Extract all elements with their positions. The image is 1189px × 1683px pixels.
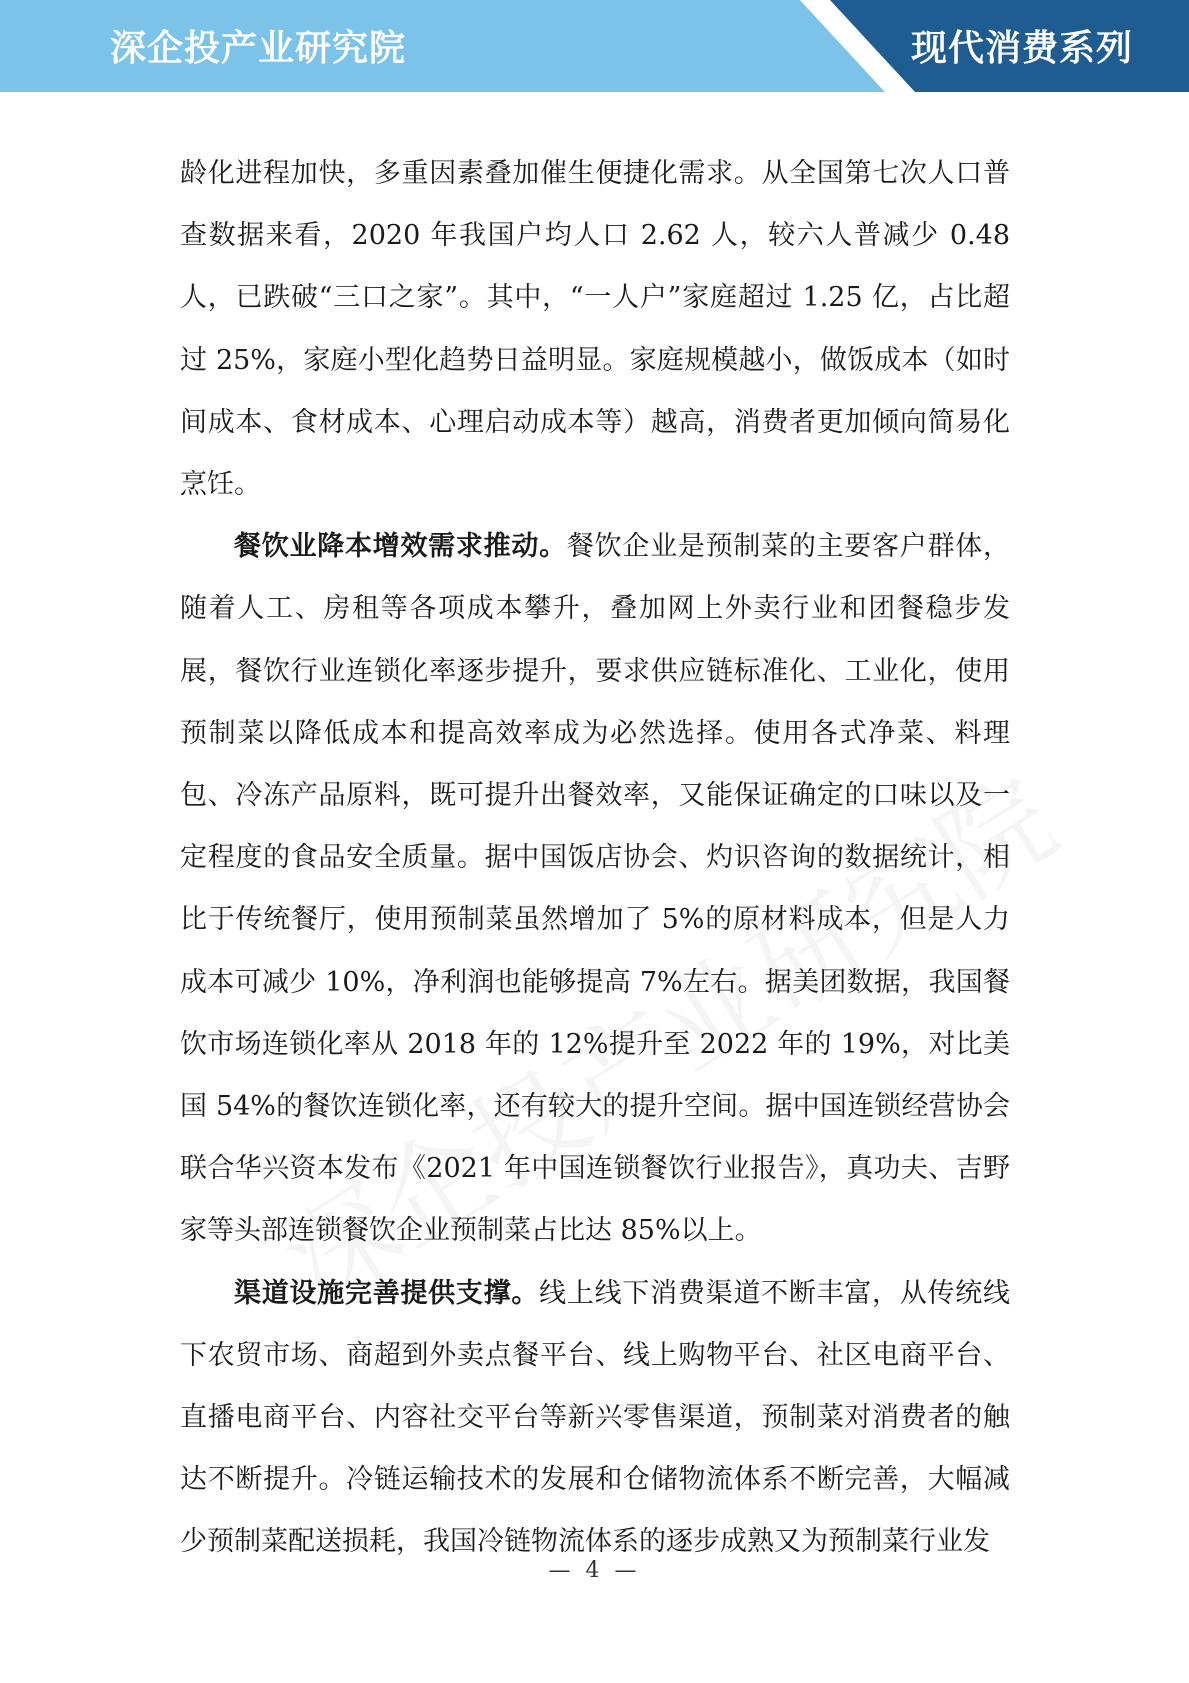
paragraph-3-heading: 渠道设施完善提供支撑。 — [234, 1277, 540, 1309]
paragraph-1-text: 龄化进程加快，多重因素叠加催生便捷化需求。从全国第七次人口普查数据来看，2020 年我国户均人口 2.62 人，较六人普减少 0.48 人，已跌破“三口之家”。其中，“一人户”家庭超过 1.25 亿，占比超过 25%，家庭小型化趋势日益明显。家庭规模越小，做饭成本（如时间成本、食材成本、心理启动成本等）越高，消费者更加倾向简易化烹饪。 — [180, 158, 1010, 501]
paragraph-3 — [180, 1263, 1010, 1574]
paragraph-2-text: 餐饮企业是预制菜的主要客户群体，随着人工、房租等各项成本攀升，叠加网上外卖行业和团餐稳步发展，餐饮行业连锁化率逐步提升，要求供应链标准化、工业化，使用预制菜以降低成本和提高效率成为必然选择。使用各式净菜、料理包、冷冻产品原料，既可提升出餐效率，又能保证确定的口味以及一定程度的食品安全质量。据中国饭店协会、灼识咨询的数据统计，相比于传统餐厅，使用预制菜虽然增加了 5%的原材料成本，但是人力成本可减少 10%，净利润也能够提高 7%左右。据美团数据，我国餐饮市场连锁化率从 2018 年的 12%提升至 2022 年的 19%，对比美国 54%的餐饮连锁化率，还有较大的提升空间。据中国连锁经营协会联合华兴资本发布《2021 年中国连锁餐饮行业报告》，真功夫、吉野家等头部连锁餐饮企业预制菜占比达 85%以上。 — [180, 531, 1011, 1247]
brand-name: 深企投产业研究院 — [110, 28, 407, 69]
page-number: — 4 — — [548, 1558, 641, 1583]
paragraph-1 — [180, 143, 1010, 516]
document-body — [180, 143, 1010, 1574]
paragraph-2-heading: 餐饮业降本增效需求推动。 — [234, 531, 567, 563]
page-header — [0, 0, 1189, 92]
paragraph-3-text: 线上线下消费渠道不断丰富，从传统线下农贸市场、商超到外卖点餐平台、线上购物平台、社区电商平台、直播电商平台、内容社交平台等新兴零售渠道，预制菜对消费者的触达不断提升。冷链运输技术的发展和仓储物流体系不断完善，大幅减少预制菜配送损耗，我国冷链物流体系的逐步成熟又为预制菜行业发 — [180, 1277, 1011, 1558]
series-name: 现代消费系列 — [910, 28, 1133, 69]
paragraph-2 — [180, 516, 1010, 1262]
